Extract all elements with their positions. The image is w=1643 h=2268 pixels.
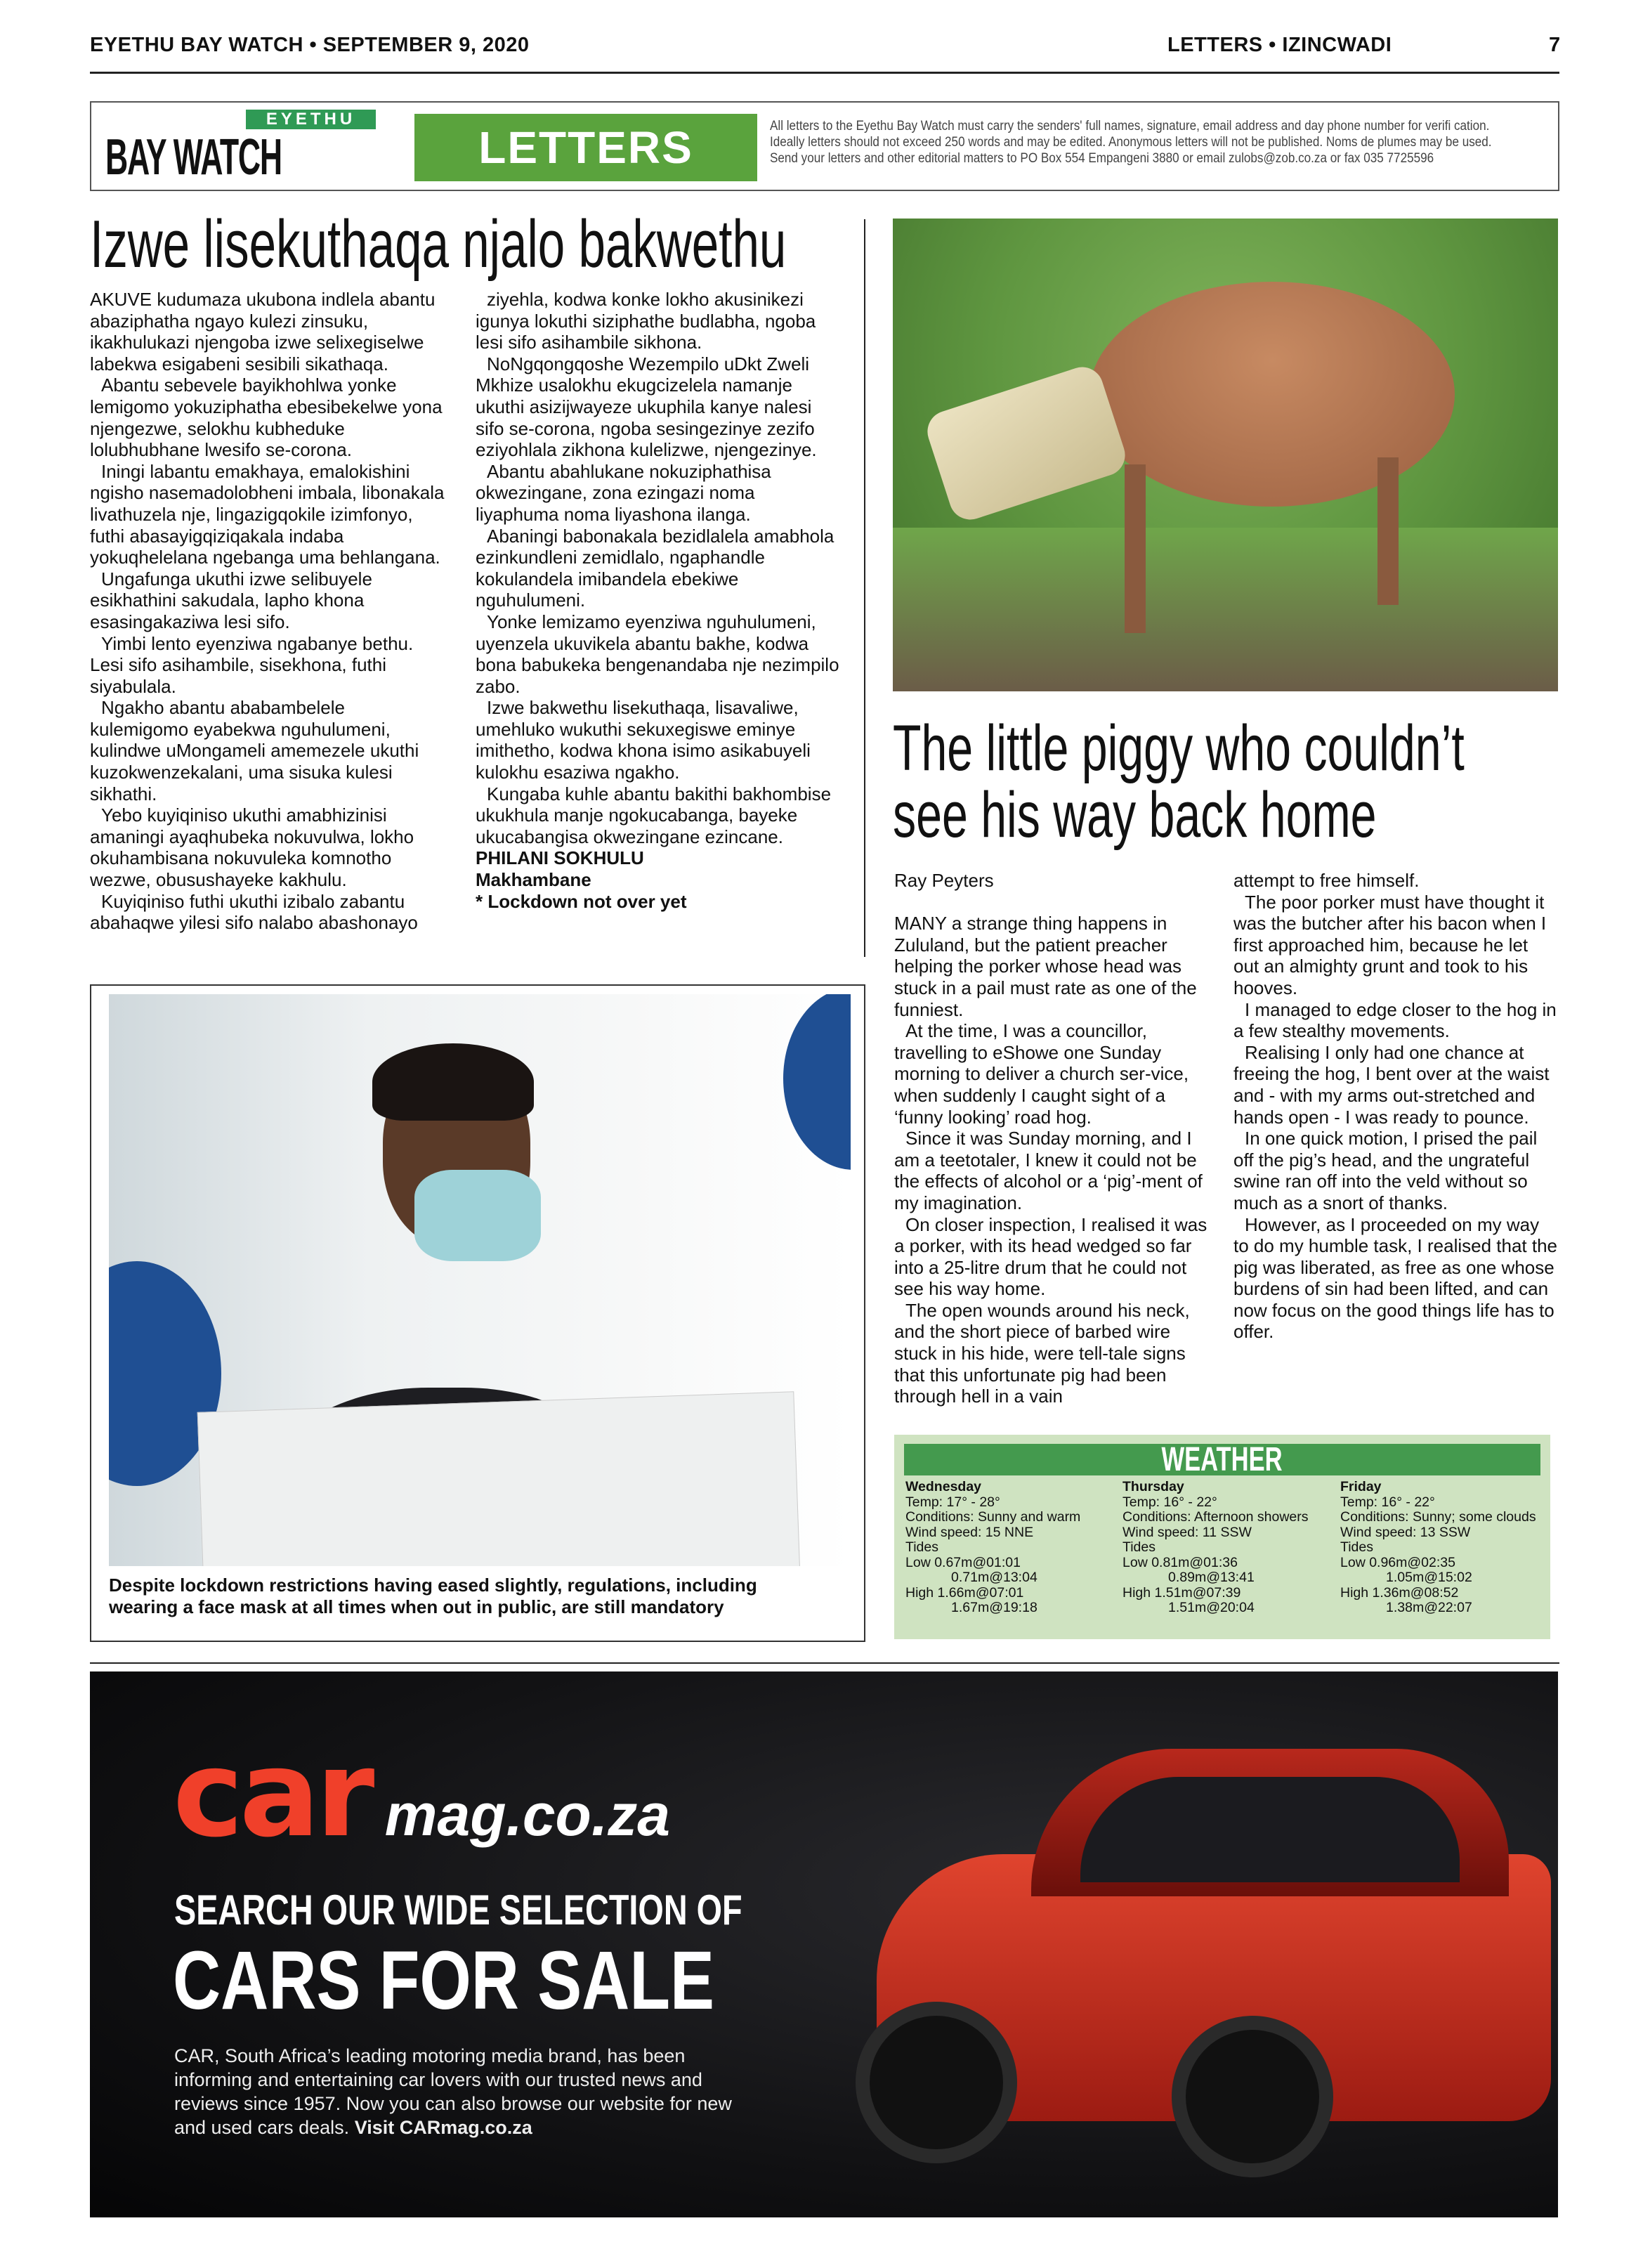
ground <box>893 528 1558 691</box>
weather-high2: 1.38m@22:07 <box>1386 1600 1472 1615</box>
pig-leg <box>1125 464 1146 633</box>
ad-cta-link[interactable]: Visit CARmag.co.za <box>354 2117 532 2138</box>
paragraph: Yonke lemizamo eyenziwa nguhulumeni, uyenzela ukuvikela abantu bakhe, kodwa bona babukeka bengenandaba nje nezimpilo zabo. <box>476 611 839 697</box>
mask-photo-box <box>90 984 865 1642</box>
paragraph: Iningi labantu emakhaya, emalokishini ngisho nasemadolobheni imbala, libonakala livathuzela nje, lingazigqokile izimfonyo, futhi abasayigqiziqakala indaba yokuqhelelana ngebanga uma behlangana. <box>90 460 445 568</box>
paragraph: Yimbi lento eyenziwa ngabanye bethu. Lesi sifo asihambile, sisekhona, futhi siyabulala. <box>90 632 414 697</box>
masthead-date: EYETHU BAY WATCH • SEPTEMBER 9, 2020 <box>90 34 530 56</box>
weather-conditions: Conditions: Sunny; some clouds <box>1340 1509 1536 1525</box>
weather-low1: Low 0.81m@01:36 <box>1122 1554 1238 1570</box>
weather-low1: Low 0.96m@02:35 <box>1340 1554 1455 1570</box>
paragraph: Since it was Sunday morning, and I am a teetotaler, I knew it could not be the effects of alcohol or a ‘pig’-ment of my imagination. <box>894 1128 1203 1213</box>
ad-body <box>174 2044 764 2139</box>
weather-tides: Tides <box>1340 1539 1373 1555</box>
weather-day <box>905 1480 1116 1616</box>
logo-eyethu: EYETHU <box>246 110 376 129</box>
paragraph: I managed to edge closer to the hog in a few stealthy movements. <box>1233 998 1557 1042</box>
letters-banner <box>90 101 1559 191</box>
section-name: LETTERS • IZINCWADI <box>1167 34 1392 56</box>
ad-line2: CARS FOR SALE <box>173 1934 714 2027</box>
pig-column-2 <box>1233 870 1558 1343</box>
face-mask <box>414 1170 541 1261</box>
weather-high2: 1.51m@20:04 <box>1168 1600 1255 1615</box>
weather-high1: High 1.51m@07:39 <box>1122 1584 1241 1601</box>
ad-line1: SEARCH OUR WIDE SELECTION OF <box>174 1886 742 1934</box>
pig-col1-body <box>894 913 1217 1407</box>
carmag-advert[interactable] <box>90 1671 1558 2217</box>
header-rule <box>90 72 1559 74</box>
mask-photo-caption: Despite lockdown restrictions having eased slightly, regulations, including wearing a face mask at all times when out in public, are still mandatory <box>109 1575 757 1617</box>
letter-column-2 <box>476 289 841 912</box>
paragraph: ziyehla, kodwa konke lokho akusinikezi igunya lokuthi siziphathe budlabha, ngoba lesi sifo asihambile sikhona. <box>476 289 816 353</box>
logo-baywatch: BAY WATCH <box>105 129 282 185</box>
mask-photo <box>109 994 851 1566</box>
letter-author: PHILANI SOKHULU <box>476 847 644 869</box>
weather-day: Thursday <box>1122 1479 1184 1494</box>
paragraph: Realising I only had one chance at freeing the hog, I bent over at the waist and - with my arms out-stretched and hands open - I was ready to pounce. <box>1233 1041 1550 1128</box>
headline-line: see his way back home <box>893 779 1377 851</box>
byline: Ray Peyters <box>894 870 994 891</box>
weather-box <box>894 1435 1550 1639</box>
paragraph: The open wounds around his neck, and the short piece of barbed wire stuck in his hide, were tell-tale signs that this unfortunate pig had been through hell in a vain <box>894 1299 1190 1407</box>
paragraph: AKUVE kudumaza ukubona indlela abantu abaziphatha ngayo kulezi zinsuku, ikakhulukazi njengoba izwe selixegiselwe labekwa esigabeni sesibili sikathaqa. <box>90 289 436 374</box>
weather-temp: Temp: 16° - 22° <box>1340 1494 1435 1510</box>
column-divider <box>864 219 865 957</box>
weather-wind: Wind speed: 15 NNE <box>905 1524 1034 1540</box>
paragraph: Abantu sebevele bayikhohlwa yonke lemigomo yokuziphatha ebesibekelwe yona njengezwe, selokhu kubheduke lolubhubhane lwesifo se-corona. <box>90 374 443 461</box>
weather-high2: 1.67m@19:18 <box>951 1600 1037 1615</box>
weather-temp: Temp: 17° - 28° <box>905 1494 1000 1510</box>
paragraph: Abantu abahlukane nokuziphathisa okwezingane, zona ezingazi noma liyaphuma noma liyashona ilanga. <box>476 460 771 525</box>
letter-headline: Izwe lisekuthaqa njalo bakwethu <box>90 207 787 282</box>
weather-high1: High 1.36m@08:52 <box>1340 1584 1459 1601</box>
weather-title <box>904 1441 1540 1478</box>
paragraph: NoNgqongqoshe Wezempilo uDkt Zweli Mkhize usalokhu ekugcizelela namanje ukuthi asizijwayeze ukuphila kanye nalesi sifo se-corona, ngoba sesingezinye zezifo eziyohlala zikhona kulelizwe, njengezinye. <box>476 353 817 461</box>
headline-line: The little piggy who couldn’t <box>893 712 1465 784</box>
weather-tides: Tides <box>1122 1539 1156 1555</box>
paragraph: Kuyiqiniso futhi ukuthi izibalo zabantu abahaqwe yilesi sifo nalabo abashonayo <box>90 890 418 934</box>
notice-line: Ideally letters should not exceed 250 words and may be edited. Anonymous letters will not be published. Noms de plumes may be used. <box>770 135 1492 150</box>
weather-low2: 0.89m@13:41 <box>1168 1570 1255 1585</box>
page-number: 7 <box>1549 34 1561 56</box>
notice-line: Send your letters and other editorial matters to PO Box 554 Empangeni 3880 or email zulobs@zob.co.za or fax 035 7725596 <box>770 151 1434 166</box>
weather-low2: 0.71m@13:04 <box>951 1570 1037 1585</box>
carmag-logo <box>173 1725 670 1864</box>
baywatch-logo <box>105 110 386 184</box>
pig-column-1 <box>894 870 1217 1407</box>
car-windows <box>1080 1777 1460 1882</box>
car-wheel-icon <box>1172 2016 1333 2177</box>
weather-tides: Tides <box>905 1539 938 1555</box>
newspaper <box>197 1391 801 1566</box>
weather-day <box>1122 1480 1333 1616</box>
paragraph: The poor porker must have thought it was the butcher after his bacon when I first approached him, because he let out an almighty grunt and took to his hooves. <box>1233 891 1547 998</box>
weather-low2: 1.05m@15:02 <box>1386 1570 1472 1585</box>
paragraph: Izwe bakwethu lisekuthaqa, lisavaliwe, umehluko wukuthi sekuxegiswe eminye imithetho, kodwa khona isimo asikabuyeli kulokhu esaziwa ngakho. <box>476 697 811 783</box>
weather-day: Friday <box>1340 1479 1382 1494</box>
paragraph: Abaningi babonakala bezidlalela amabhola ezinkundleni zemidlalo, ngaphandle kokulandela imibandela ebekiwe nguhulumeni. <box>476 525 834 611</box>
weather-wind: Wind speed: 11 SSW <box>1122 1524 1252 1540</box>
paragraph: However, as I proceeded on my way to do my humble task, I realised that the pig was liberated, as free as one whose burdens of sin had been lifted, and can now focus on the good things life has to offer. <box>1233 1213 1558 1343</box>
weather-temp: Temp: 16° - 22° <box>1122 1494 1217 1510</box>
logo-domain: mag.co.za <box>384 1782 670 1848</box>
weather-high1: High 1.66m@07:01 <box>905 1584 1024 1601</box>
ad-rule <box>90 1662 1559 1664</box>
paragraph: Ngakho abantu ababambelele kulemigomo eyabekwa nguhulumeni, kulindwe uMongameli amemezele ukuthi kuzokwenzekalani, uma sisuka kulesi sikhathi. <box>90 697 419 804</box>
letter-subject: * Lockdown not over yet <box>476 890 687 912</box>
paragraph: Yebo kuyiqiniso ukuthi amabhizinisi amaningi ayaqhubeka nokuvulwa, lokho okuhambisana nokuvuleka komnotho wezwe, obusushayeke kakhulu. <box>90 804 414 891</box>
blue-circle-decor <box>783 994 851 1170</box>
pig-photo <box>893 219 1558 691</box>
person-hair <box>372 1043 534 1121</box>
ad-body-text: CAR, South Africa’s leading motoring media brand, has been informing and entertaining car lovers with our trusted news and reviews since 1957. Now you can also browse our website for new and used cars deals. <box>174 2045 732 2138</box>
car-wheel-icon <box>856 2002 1017 2163</box>
paragraph: Kungaba kuhle abantu bakithi bakhombise ukukhula manje ngokucabanga, bayeke ukucabangisa okwezingane ezincane. <box>476 783 832 847</box>
letters-notice <box>770 118 1547 167</box>
weather-low1: Low 0.67m@01:01 <box>905 1554 1021 1570</box>
paragraph: On closer inspection, I realised it was a porker, with its head wedged so far into a 25-litre drum that he could not see his way home. <box>894 1213 1207 1300</box>
letter-col2-body <box>476 289 841 847</box>
pig-leg <box>1377 457 1399 605</box>
pig-headline <box>893 712 1465 851</box>
weather-day: Wednesday <box>905 1479 982 1494</box>
letter-column-1 <box>90 289 445 934</box>
logo-car: car <box>173 1725 371 1864</box>
letter-location: Makhambane <box>476 869 591 891</box>
paragraph: Ungafunga ukuthi izwe selibuyele esikhathini sakudala, lapho khona esasingakaziwa lesi sifo. <box>90 568 372 632</box>
paragraph: attempt to free himself. <box>1233 870 1420 891</box>
weather-conditions: Conditions: Sunny and warm <box>905 1509 1081 1525</box>
pail-icon <box>922 362 1131 526</box>
paragraph: MANY a strange thing happens in Zululand, but the patient preacher helping the porker whose head was stuck in a pail must rate as one of the funniest. <box>894 913 1197 1020</box>
letters-label: LETTERS <box>414 114 757 181</box>
red-car-image <box>849 1749 1551 2184</box>
paragraph: At the time, I was a councillor, travelling to eShowe one Sunday morning to deliver a church ser-vice, when suddenly I caught sight of a ‘funny looking’ road hog. <box>894 1020 1189 1128</box>
weather-conditions: Conditions: Afternoon showers <box>1122 1509 1309 1525</box>
weather-title-text: WEATHER <box>1161 1441 1283 1478</box>
notice-line: All letters to the Eyethu Bay Watch must carry the senders' full names, signature, email address and day phone number for verifi cation. <box>770 119 1490 133</box>
paragraph: In one quick motion, I prised the pail off the pig’s head, and the ungrateful swine ran off into the veld without so much as a snort of thanks. <box>1233 1128 1538 1213</box>
weather-wind: Wind speed: 13 SSW <box>1340 1524 1471 1540</box>
weather-day <box>1340 1480 1551 1616</box>
